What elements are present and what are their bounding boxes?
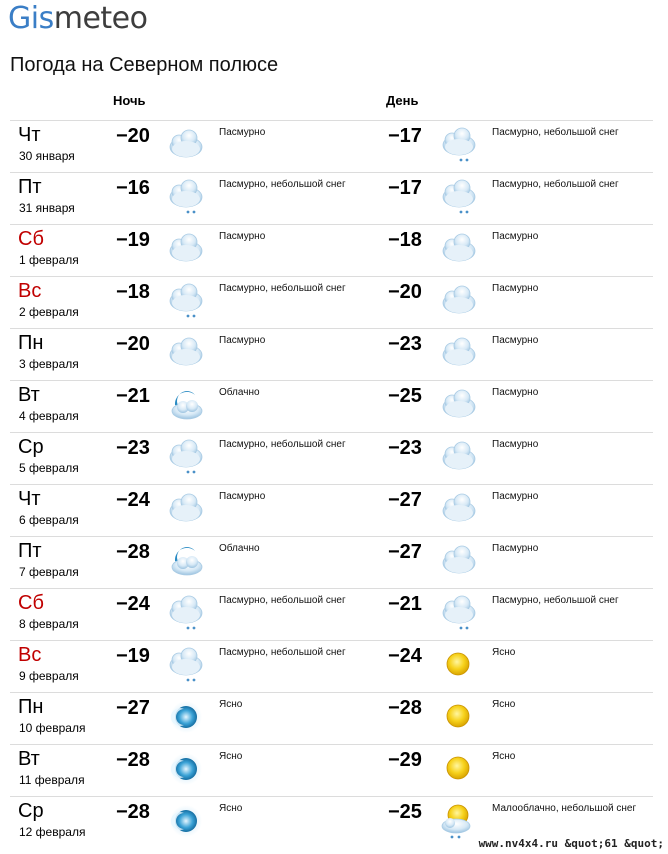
day-temperature: −17 bbox=[388, 125, 422, 147]
day-condition: Ясно bbox=[492, 751, 516, 762]
overcast-snow-icon bbox=[165, 279, 207, 323]
sun-icon bbox=[438, 747, 480, 791]
overcast-icon bbox=[165, 487, 207, 531]
night-temperature: −20 bbox=[116, 333, 150, 355]
night-condition: Ясно bbox=[219, 751, 243, 762]
night-condition: Пасмурно, небольшой снег bbox=[219, 647, 346, 658]
date-label: 2 февраля bbox=[19, 305, 79, 319]
moon-cloudy-icon bbox=[165, 539, 207, 583]
day-condition: Пасмурно bbox=[492, 335, 539, 346]
moon-icon bbox=[165, 695, 207, 739]
night-condition: Пасмурно bbox=[219, 335, 266, 346]
night-condition: Ясно bbox=[219, 803, 243, 814]
night-temperature: −20 bbox=[116, 125, 150, 147]
day-of-week: Чт bbox=[18, 124, 41, 146]
watermark: www.nv4x4.ru &quot;61 &quot; bbox=[478, 837, 664, 850]
day-temperature: −23 bbox=[388, 333, 422, 355]
overcast-icon bbox=[165, 331, 207, 375]
overcast-icon bbox=[438, 383, 480, 427]
overcast-icon bbox=[438, 487, 480, 531]
day-condition: Пасмурно bbox=[492, 283, 539, 294]
night-condition: Пасмурно bbox=[219, 231, 266, 242]
day-temperature: −24 bbox=[388, 645, 422, 667]
day-of-week: Вс bbox=[18, 644, 42, 666]
day-temperature: −27 bbox=[388, 489, 422, 511]
day-of-week: Пт bbox=[18, 176, 42, 198]
overcast-icon bbox=[165, 227, 207, 271]
logo-gis: Gis bbox=[8, 1, 54, 36]
forecast-row bbox=[10, 744, 653, 796]
day-condition: Пасмурно, небольшой снег bbox=[492, 179, 619, 190]
overcast-snow-icon bbox=[165, 435, 207, 479]
gismeteo-logo[interactable] bbox=[8, 2, 147, 36]
overcast-icon bbox=[438, 435, 480, 479]
moon-cloudy-icon bbox=[165, 383, 207, 427]
forecast-row bbox=[10, 276, 653, 328]
day-of-week: Пн bbox=[18, 332, 44, 354]
day-temperature: −21 bbox=[388, 593, 422, 615]
day-temperature: −28 bbox=[388, 697, 422, 719]
forecast-row bbox=[10, 536, 653, 588]
date-label: 30 января bbox=[19, 149, 75, 163]
day-of-week: Пт bbox=[18, 540, 42, 562]
day-condition: Пасмурно bbox=[492, 491, 539, 502]
date-label: 6 февраля bbox=[19, 513, 79, 527]
moon-icon bbox=[165, 747, 207, 791]
day-of-week: Сб bbox=[18, 592, 44, 614]
overcast-snow-icon bbox=[165, 643, 207, 687]
sun-icon bbox=[438, 643, 480, 687]
sun-cloud-snow-icon bbox=[438, 799, 480, 843]
forecast-row bbox=[10, 640, 653, 692]
day-temperature: −23 bbox=[388, 437, 422, 459]
night-temperature: −18 bbox=[116, 281, 150, 303]
night-temperature: −28 bbox=[116, 749, 150, 771]
date-label: 11 февраля bbox=[19, 773, 85, 787]
day-of-week: Вт bbox=[18, 384, 40, 406]
night-condition: Облачно bbox=[219, 387, 260, 398]
forecast-row bbox=[10, 328, 653, 380]
overcast-snow-icon bbox=[438, 175, 480, 219]
night-condition: Облачно bbox=[219, 543, 260, 554]
day-condition: Пасмурно, небольшой снег bbox=[492, 127, 619, 138]
date-label: 10 февраля bbox=[19, 721, 86, 735]
night-temperature: −27 bbox=[116, 697, 150, 719]
day-of-week: Вс bbox=[18, 280, 42, 302]
day-condition: Пасмурно, небольшой снег bbox=[492, 595, 619, 606]
night-temperature: −19 bbox=[116, 229, 150, 251]
forecast-row bbox=[10, 224, 653, 276]
forecast-row bbox=[10, 588, 653, 640]
overcast-icon bbox=[165, 123, 207, 167]
date-label: 1 февраля bbox=[19, 253, 79, 267]
day-condition: Пасмурно bbox=[492, 387, 539, 398]
forecast-row bbox=[10, 432, 653, 484]
day-temperature: −25 bbox=[388, 801, 422, 823]
night-condition: Пасмурно bbox=[219, 127, 266, 138]
day-temperature: −17 bbox=[388, 177, 422, 199]
day-temperature: −27 bbox=[388, 541, 422, 563]
forecast-row bbox=[10, 484, 653, 536]
date-label: 8 февраля bbox=[19, 617, 79, 631]
day-column-header: День bbox=[386, 93, 419, 108]
day-of-week: Ср bbox=[18, 800, 44, 822]
night-temperature: −28 bbox=[116, 801, 150, 823]
overcast-icon bbox=[438, 539, 480, 583]
day-temperature: −18 bbox=[388, 229, 422, 251]
night-temperature: −23 bbox=[116, 437, 150, 459]
day-condition: Пасмурно bbox=[492, 439, 539, 450]
day-of-week: Ср bbox=[18, 436, 44, 458]
logo-meteo: meteo bbox=[53, 1, 148, 36]
date-label: 7 февраля bbox=[19, 565, 79, 579]
overcast-snow-icon bbox=[165, 591, 207, 635]
forecast-row bbox=[10, 380, 653, 432]
night-condition: Пасмурно, небольшой снег bbox=[219, 283, 346, 294]
overcast-snow-icon bbox=[438, 123, 480, 167]
night-column-header: Ночь bbox=[113, 93, 146, 108]
day-condition: Ясно bbox=[492, 647, 516, 658]
day-condition: Малооблачно, небольшой снег bbox=[492, 803, 637, 814]
day-temperature: −25 bbox=[388, 385, 422, 407]
day-condition: Ясно bbox=[492, 699, 516, 710]
overcast-icon bbox=[438, 227, 480, 271]
overcast-icon bbox=[438, 279, 480, 323]
night-temperature: −19 bbox=[116, 645, 150, 667]
date-label: 9 февраля bbox=[19, 669, 79, 683]
day-of-week: Чт bbox=[18, 488, 41, 510]
date-label: 5 февраля bbox=[19, 461, 79, 475]
date-label: 31 января bbox=[19, 201, 75, 215]
forecast-row bbox=[10, 692, 653, 744]
day-condition: Пасмурно bbox=[492, 231, 539, 242]
forecast-row bbox=[10, 172, 653, 224]
day-of-week: Пн bbox=[18, 696, 44, 718]
date-label: 4 февраля bbox=[19, 409, 79, 423]
night-temperature: −24 bbox=[116, 593, 150, 615]
page-title: Погода на Северном полюсе bbox=[10, 54, 279, 76]
night-condition: Пасмурно, небольшой снег bbox=[219, 595, 346, 606]
night-condition: Пасмурно, небольшой снег bbox=[219, 179, 346, 190]
day-of-week: Сб bbox=[18, 228, 44, 250]
date-label: 3 февраля bbox=[19, 357, 79, 371]
day-of-week: Вт bbox=[18, 748, 40, 770]
night-temperature: −28 bbox=[116, 541, 150, 563]
night-condition: Пасмурно bbox=[219, 491, 266, 502]
forecast-row bbox=[10, 120, 653, 172]
day-temperature: −29 bbox=[388, 749, 422, 771]
night-temperature: −16 bbox=[116, 177, 150, 199]
day-temperature: −20 bbox=[388, 281, 422, 303]
night-temperature: −21 bbox=[116, 385, 150, 407]
overcast-snow-icon bbox=[165, 175, 207, 219]
night-condition: Пасмурно, небольшой снег bbox=[219, 439, 346, 450]
overcast-snow-icon bbox=[438, 591, 480, 635]
forecast-table bbox=[10, 120, 653, 848]
sun-icon bbox=[438, 695, 480, 739]
moon-icon bbox=[165, 799, 207, 843]
night-condition: Ясно bbox=[219, 699, 243, 710]
day-condition: Пасмурно bbox=[492, 543, 539, 554]
date-label: 12 февраля bbox=[19, 825, 86, 839]
overcast-icon bbox=[438, 331, 480, 375]
night-temperature: −24 bbox=[116, 489, 150, 511]
